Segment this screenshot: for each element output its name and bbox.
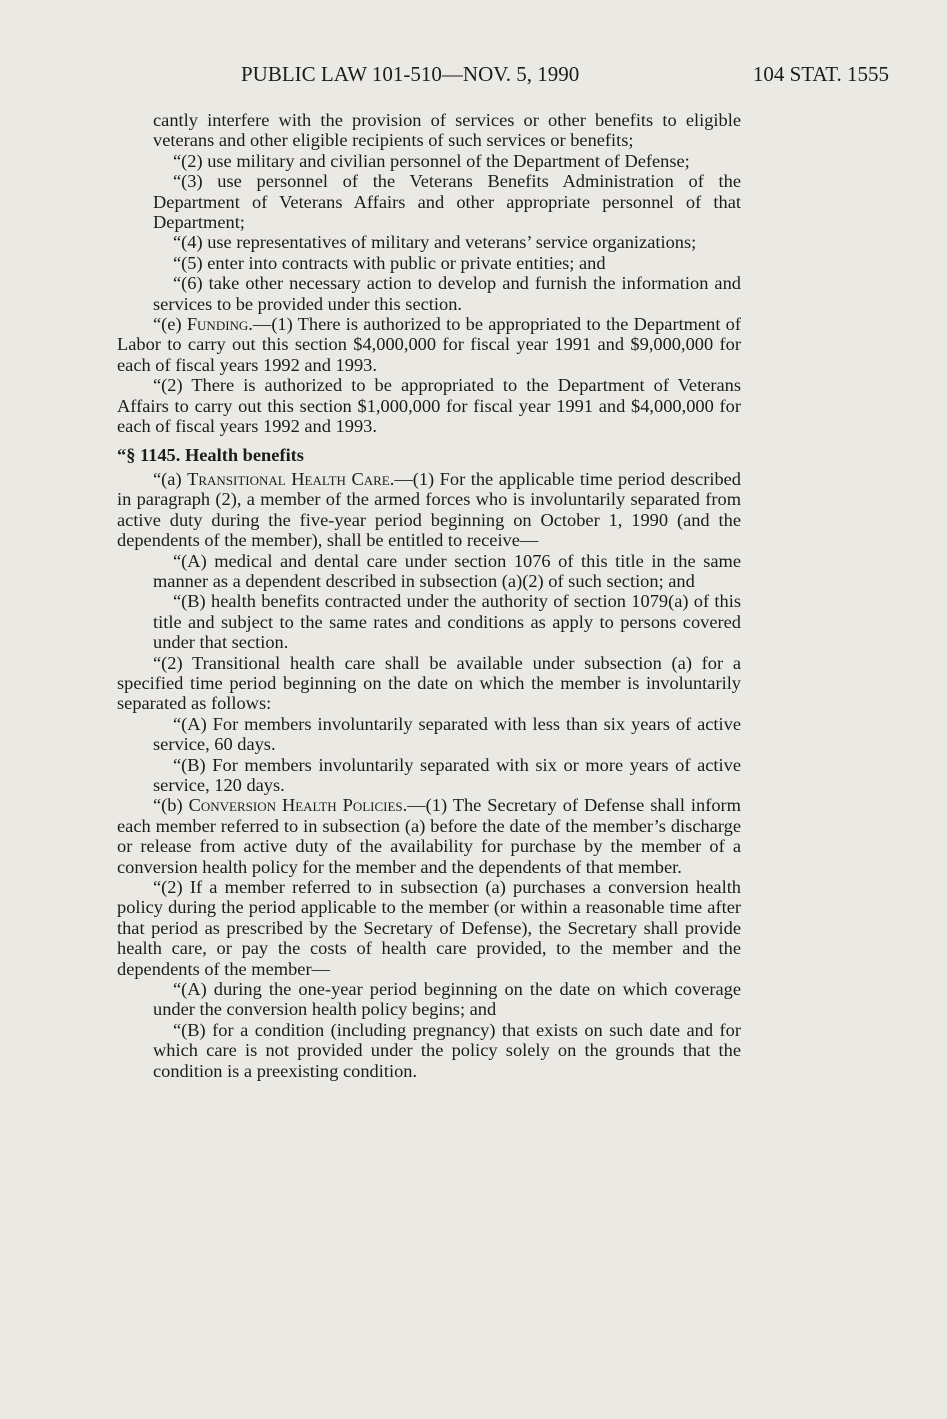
header-stat-page: 104 STAT. 1555 xyxy=(752,62,889,86)
paragraph: cantly interfere with the provision of services or other benefits to eligible veterans and other eligible recipients of such services or benefits; xyxy=(153,110,741,151)
paragraph: “(6) take other necessary action to develop and furnish the information and services to be provided under this section. xyxy=(153,273,741,314)
subsection-lead: “(a) xyxy=(153,468,188,489)
subsection-lead: “(e) xyxy=(153,314,187,335)
subsection-a xyxy=(117,469,741,551)
paragraph: “(4) use representatives of military and veterans’ service organizations; xyxy=(173,232,697,253)
paragraph: “(3) use personnel of the Veterans Benefits Administration of the Department of Veterans Affairs and other appropriate personnel of that Department; xyxy=(153,171,741,233)
paragraph: “(2) There is authorized to be appropriated to the Department of Veterans Affairs to carry out this section $1,000,000 for fiscal year 1991 and $4,000,000 for each of fiscal years 1992 and 1993. xyxy=(117,375,741,437)
subsection-heading: Funding. xyxy=(186,314,253,335)
section-heading: “§ 1145. Health benefits xyxy=(117,444,304,465)
subsection-heading: Conversion Health Policies. xyxy=(188,795,408,816)
subsection-text: —(1) There is authorized to be appropriated to the Department of Labor to carry out this section $4,000,000 for fiscal year 1991 and $9,000,000 for each of fiscal years 1992 and 1993. xyxy=(117,314,742,375)
subsection-text: —(1) For the applicable time period described in paragraph (2), a member of the armed forces who is involuntarily separated from active duty during the five-year period beginning on October 1, 1990 (and the dependents of the member), shall be entitled to receive— xyxy=(117,468,742,551)
body-text xyxy=(117,110,741,1081)
paragraph: “(5) enter into contracts with public or private entities; and xyxy=(173,252,606,273)
subsection-lead: “(b) xyxy=(153,795,189,816)
paragraph: “(B) health benefits contracted under the authority of section 1079(a) of this title and subject to the same rates and conditions as apply to persons covered under that section. xyxy=(153,591,741,653)
paragraph: “(A) For members involuntarily separated with less than six years of active service, 60 days. xyxy=(153,713,741,755)
paragraph: “(2) Transitional health care shall be available under subsection (a) for a specified time period beginning on the date on which the member is involuntarily separated as follows: xyxy=(117,652,741,714)
paragraph: “(B) for a condition (including pregnancy) that exists on such date and for which care is not provided under the policy solely on the grounds that the condition is a preexisting condition. xyxy=(153,1019,741,1081)
header-title: PUBLIC LAW 101-510—NOV. 5, 1990 xyxy=(241,62,580,86)
paragraph: “(A) during the one-year period beginning on the date on which coverage under the conversion health policy begins; and xyxy=(153,979,741,1020)
paragraph: “(2) use military and civilian personnel of the Department of Defense; xyxy=(173,150,690,171)
paragraph: “(2) If a member referred to in subsection (a) purchases a conversion health policy during the period applicable to the member (or within a reasonable time after that period as prescribed by the Secretary of Defense), the Secretary shall provide health care, or pay the costs of health care provided, to the member and the dependents of the member— xyxy=(117,877,741,979)
paragraph: “(A) medical and dental care under section 1076 of this title in the same manner as a dependent described in subsection (a)(2) of such section; and xyxy=(153,550,741,591)
running-header xyxy=(241,58,889,90)
subsection-text: —(1) The Secretary of Defense shall inform each member referred to in subsection (a) before the date of the member’s discharge or release from active duty of the availability for purchase by the member of a conversion health policy for the member and the dependents of that member. xyxy=(117,795,741,877)
subsection-e xyxy=(117,314,741,375)
subsection-b xyxy=(117,795,741,877)
subsection-heading: Transitional Health Care. xyxy=(187,468,395,489)
paragraph: “(B) For members involuntarily separated with six or more years of active service, 120 days. xyxy=(153,754,741,795)
